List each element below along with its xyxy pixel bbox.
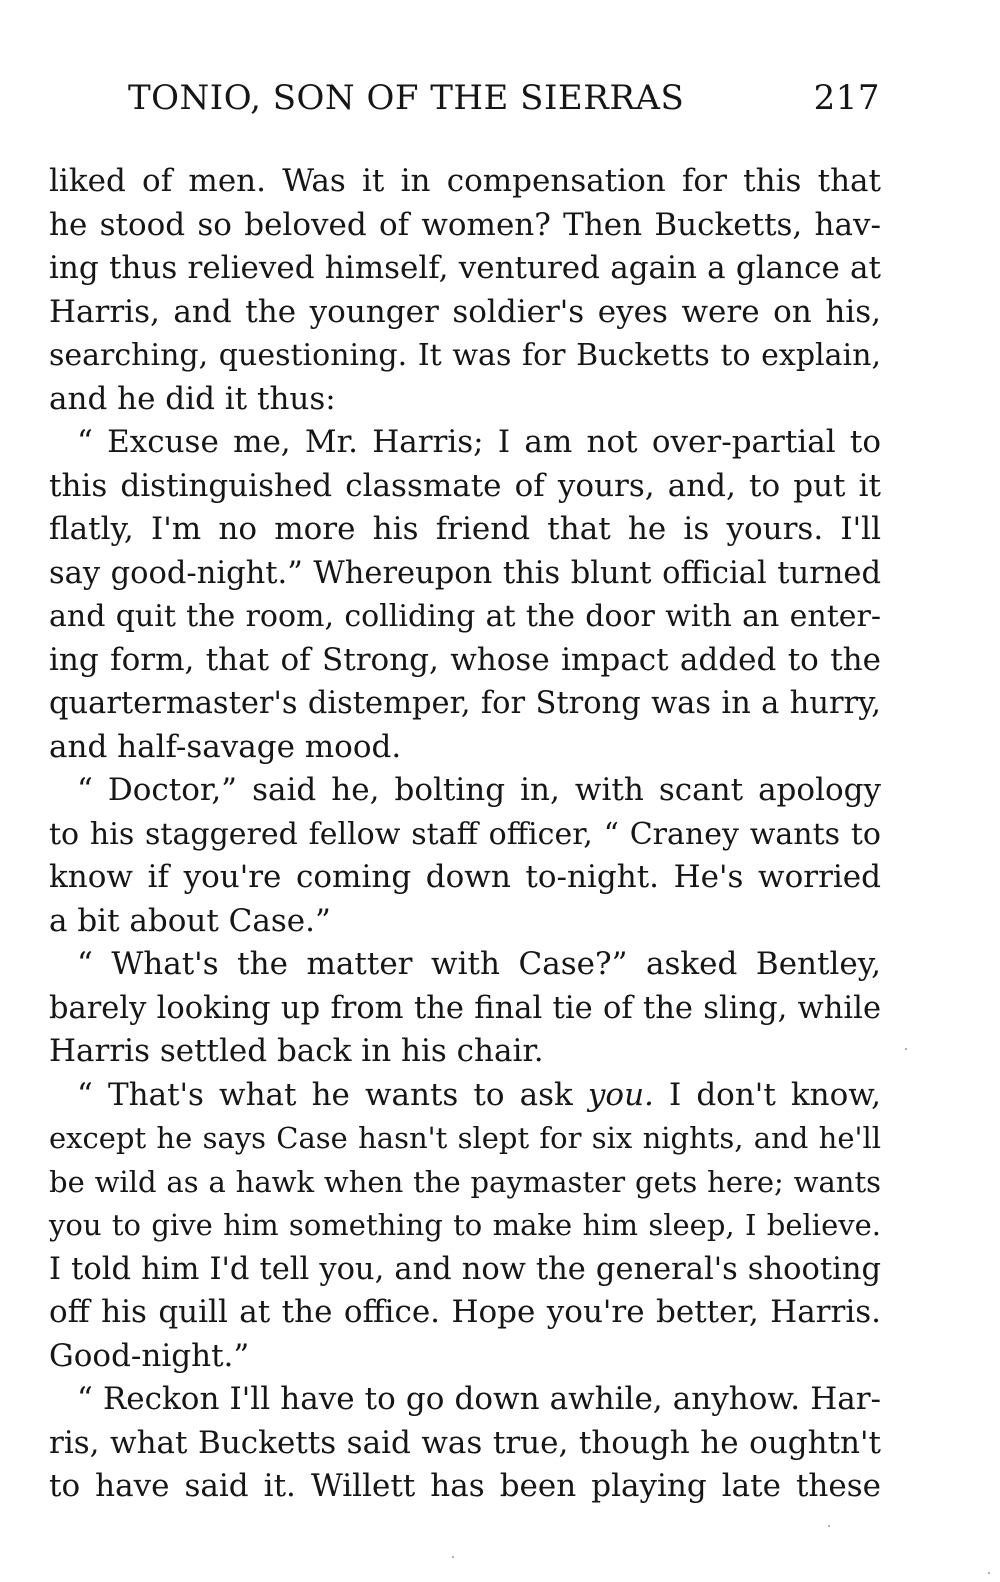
text-line: this distinguished classmate of yours, and, to put it (49, 467, 881, 504)
text-line: “ What's the matter with Case?” asked Bentley, (77, 946, 881, 982)
text-line: flatly, I'm no more his friend that he is yours. I'll (49, 511, 881, 547)
text-line: Harris, and the younger soldier's eyes were on his, (49, 293, 881, 330)
text-line: ing form, that of Strong, whose impact added to the (49, 641, 881, 678)
text-line: Good-night.” (49, 1337, 250, 1374)
text-line: and quit the room, colliding at the door with an enter- (49, 599, 881, 634)
text-line: know if you're coming down to-night. He's worried (49, 859, 881, 895)
text-line: liked of men. Was it in compensation for this that (49, 163, 881, 199)
text-run: I don't know, (653, 1076, 882, 1113)
text-line: a bit about Case.” (49, 902, 331, 939)
text-line: and he did it thus: (49, 380, 336, 417)
text-line: be wild as a hawk when the paymaster gets here; wants (49, 1164, 881, 1199)
text-line: “ Doctor,” said he, bolting in, with scant apology (77, 772, 881, 808)
text-line: ris, what Bucketts said was true, though he oughtn't (49, 1424, 881, 1461)
text-run: “ That's what he wants to ask (77, 1076, 588, 1113)
text-line: off his quill at the office. Hope you're better, Harris. (49, 1294, 881, 1330)
text-line: he stood so beloved of women? Then Bucketts, hav- (49, 206, 881, 243)
text-line: you to give him something to make him sleep, I believe. (49, 1208, 881, 1242)
body-text (49, 160, 881, 1509)
running-head (128, 78, 880, 128)
print-speck (828, 1525, 830, 1527)
print-speck (905, 1048, 907, 1050)
text-line: say good-night.” Whereupon this blunt official turned (49, 555, 881, 591)
print-speck (988, 1572, 990, 1574)
text-line-with-emphasis (49, 1074, 881, 1118)
text-line: quartermaster's distemper, for Strong was in a hurry, (49, 686, 881, 721)
page-number: 217 (813, 78, 880, 118)
text-line: to his staggered fellow staff officer, “ Craney wants to (49, 816, 881, 852)
running-title: TONIO, SON OF THE SIERRAS (128, 78, 685, 118)
text-line: ing thus relieved himself, ventured again a glance at (49, 250, 881, 286)
text-line: “ Excuse me, Mr. Harris; I am not over-partial to (77, 424, 881, 460)
text-line: searching, questioning. It was for Bucketts to explain, (49, 338, 881, 373)
text-line: Harris settled back in his chair. (49, 1033, 544, 1069)
text-line: to have said it. Willett has been playing late these (49, 1468, 881, 1504)
text-line: and half-savage mood. (49, 728, 402, 765)
text-line: except he says Case hasn't slept for six nights, and he'll (49, 1121, 881, 1155)
print-speck (452, 1556, 454, 1558)
text-line: barely looking up from the final tie of the sling, while (49, 990, 881, 1026)
text-line: I told him I'd tell you, and now the general's shooting (49, 1251, 881, 1287)
emphasized-word: you. (587, 1076, 654, 1113)
text-line: “ Reckon I'll have to go down awhile, anyhow. Har- (77, 1381, 881, 1417)
